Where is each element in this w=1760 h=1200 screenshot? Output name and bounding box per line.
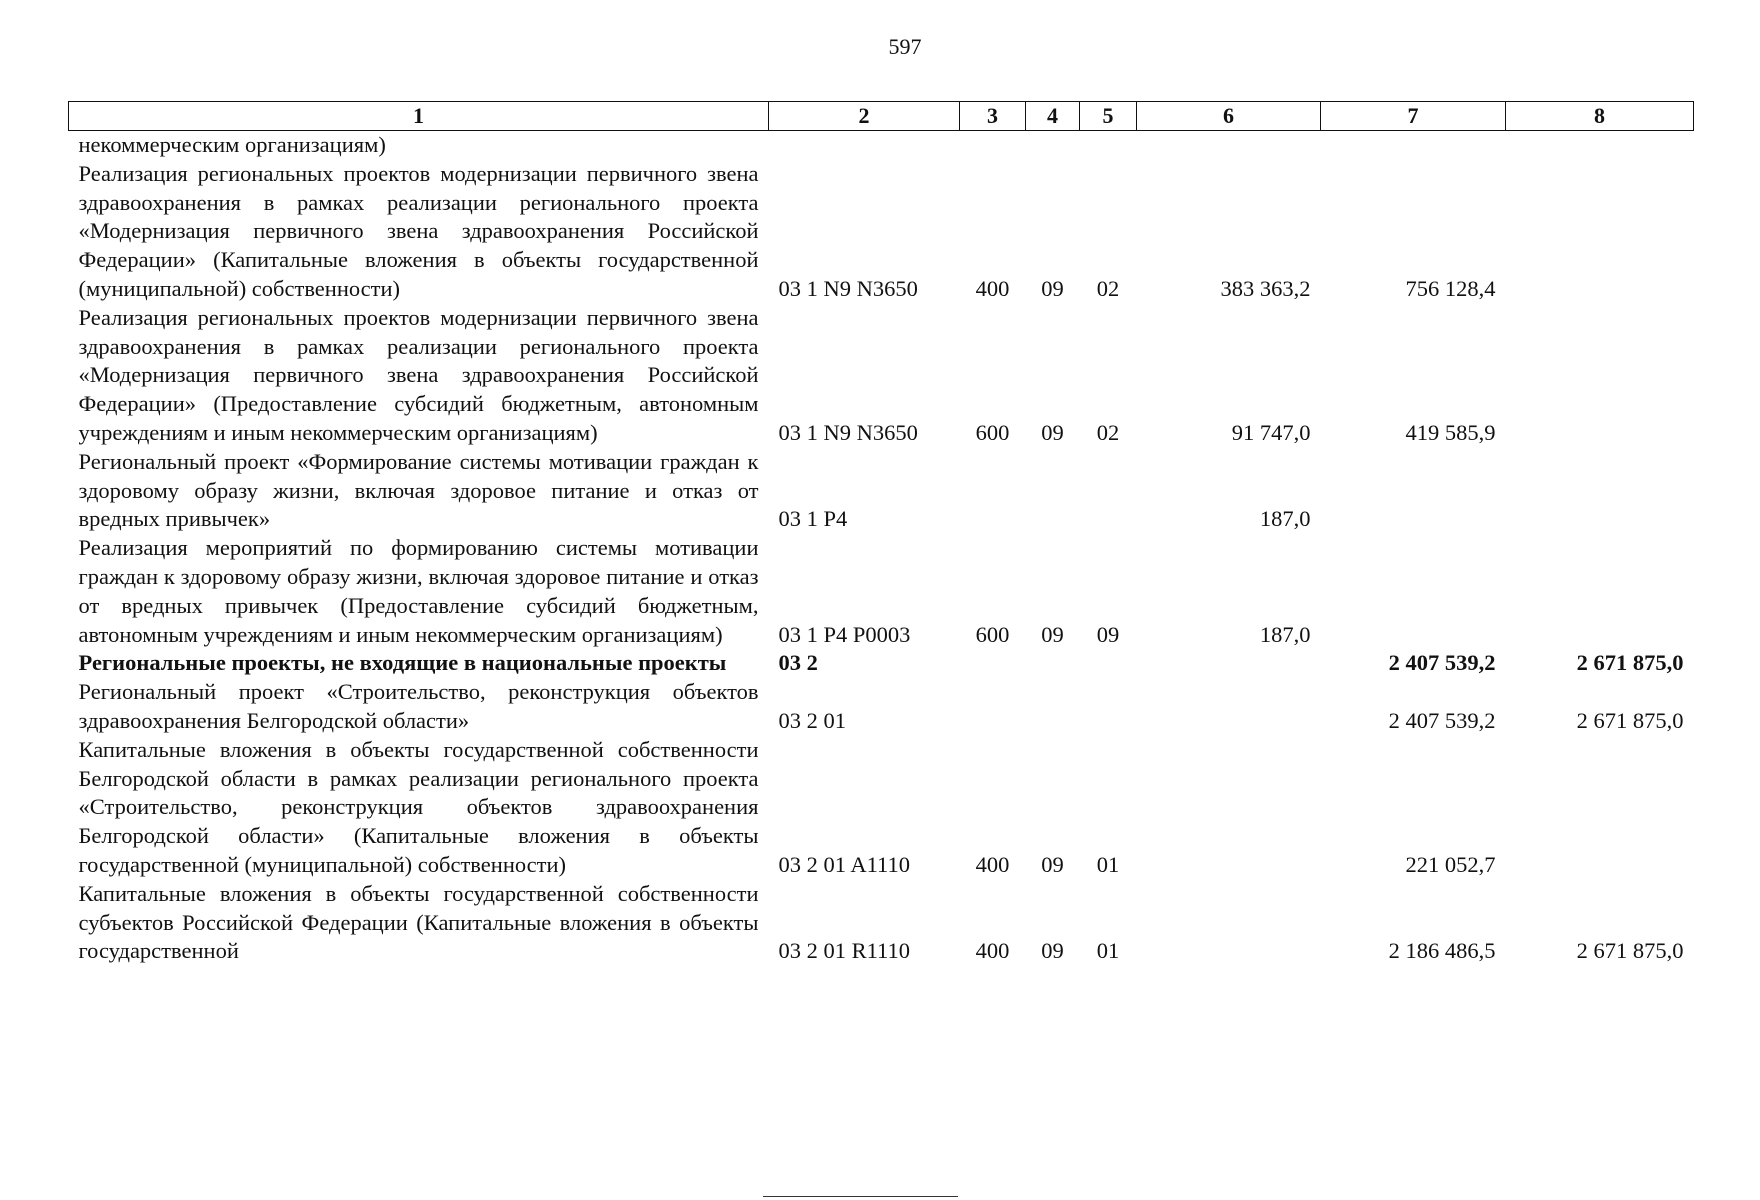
row-value-6 bbox=[1137, 678, 1321, 736]
row-rz: 09 bbox=[1041, 851, 1064, 877]
row-value-7: 221 052,7 bbox=[1405, 851, 1496, 877]
table-row bbox=[69, 304, 1694, 448]
row-rz bbox=[1026, 131, 1080, 160]
page-number: 597 bbox=[888, 34, 922, 59]
row-value-8 bbox=[1506, 304, 1694, 448]
row-value-7 bbox=[1321, 131, 1506, 160]
row-rz: 09 bbox=[1041, 275, 1064, 301]
row-vr: 400 bbox=[975, 275, 1010, 301]
table-row bbox=[69, 736, 1694, 880]
row-rz: 09 bbox=[1041, 938, 1064, 964]
row-vr bbox=[960, 678, 1026, 736]
row-value-8: 2 671 875,0 bbox=[1576, 938, 1684, 964]
row-pr: 01 bbox=[1096, 851, 1120, 877]
row-value-6 bbox=[1137, 649, 1321, 678]
row-pr bbox=[1080, 649, 1137, 678]
row-name: Реализация региональных проектов модернизации первичного звена здравоохранения в рамках реализации регионального проекта «Модернизация первичного звена здравоохранения Российской Федерации» (Капитальные вложения в объекты государственной (муниципальной) собственности) bbox=[78, 160, 759, 301]
column-header: 7 bbox=[1321, 102, 1506, 131]
row-value-6: 187,0 bbox=[1259, 621, 1311, 647]
row-value-7 bbox=[1321, 534, 1506, 649]
row-pr: 09 bbox=[1096, 621, 1120, 647]
row-pr bbox=[1080, 448, 1137, 534]
table-row bbox=[69, 448, 1694, 534]
column-header: 8 bbox=[1506, 102, 1694, 131]
row-value-7: 2 407 539,2 bbox=[1388, 650, 1496, 676]
table-row bbox=[69, 678, 1694, 736]
table-header-row bbox=[69, 102, 1694, 131]
row-vr bbox=[960, 649, 1026, 678]
row-value-8 bbox=[1506, 736, 1694, 880]
row-value-8 bbox=[1506, 160, 1694, 304]
row-value-6: 383 363,2 bbox=[1220, 275, 1311, 301]
row-name: Реализация региональных проектов модернизации первичного звена здравоохранения в рамках реализации регионального проекта «Модернизация первичного звена здравоохранения Российской Федерации» (Предоставление субсидий бюджетным, автономным учреждениям и иным некоммерческим организациям) bbox=[78, 304, 759, 445]
row-rz bbox=[1026, 448, 1080, 534]
row-code: 03 1 P4 P0003 bbox=[778, 621, 911, 647]
row-rz bbox=[1026, 678, 1080, 736]
row-pr bbox=[1080, 131, 1137, 160]
row-value-7: 419 585,9 bbox=[1405, 419, 1496, 445]
row-vr bbox=[960, 131, 1026, 160]
table-row bbox=[69, 160, 1694, 304]
column-header: 3 bbox=[960, 102, 1026, 131]
column-header: 1 bbox=[69, 102, 769, 131]
row-value-7: 2 407 539,2 bbox=[1388, 707, 1496, 733]
row-name: Реализация мероприятий по формированию системы мотивации граждан к здоровому образу жизни, включая здоровое питание и отказ от вредных привычек (Предоставление субсидий бюджетным, автономным учреждениям и иным некоммерческим организациям) bbox=[78, 535, 759, 647]
row-name: Региональный проект «Строительство, реконструкция объектов здравоохранения Белгородской области» bbox=[78, 679, 759, 733]
row-value-6: 91 747,0 bbox=[1231, 419, 1311, 445]
row-value-6 bbox=[1137, 736, 1321, 880]
row-vr bbox=[960, 448, 1026, 534]
row-value-8 bbox=[1506, 131, 1694, 160]
row-code: 03 1 N9 N3650 bbox=[778, 419, 918, 445]
row-vr: 600 bbox=[975, 419, 1010, 445]
row-name: Региональные проекты, не входящие в национальные проекты bbox=[78, 650, 727, 676]
row-value-6: 187,0 bbox=[1259, 506, 1311, 532]
row-rz: 09 bbox=[1041, 419, 1064, 445]
row-value-8: 2 671 875,0 bbox=[1576, 707, 1684, 733]
column-header: 6 bbox=[1137, 102, 1321, 131]
row-name: Капитальные вложения в объекты государственной собственности субъектов Российской Федерации (Капитальные вложения в объекты государственной bbox=[78, 880, 759, 964]
row-name: Капитальные вложения в объекты государственной собственности Белгородской области в рамках реализации регионального проекта «Строительство, реконструкция объектов здравоохранения Белгородской области» (Капитальные вложения в объекты государственной (муниципальной) собственности) bbox=[78, 736, 759, 877]
table-row bbox=[69, 649, 1694, 678]
row-rz: 09 bbox=[1041, 621, 1064, 647]
row-pr: 02 bbox=[1096, 275, 1120, 301]
budget-table bbox=[68, 101, 1694, 966]
row-pr: 02 bbox=[1096, 419, 1120, 445]
row-pr bbox=[1080, 678, 1137, 736]
row-vr: 400 bbox=[975, 851, 1010, 877]
column-header: 4 bbox=[1026, 102, 1080, 131]
row-name: некоммерческим организациям) bbox=[78, 132, 386, 157]
row-value-8 bbox=[1506, 534, 1694, 649]
row-code bbox=[769, 131, 960, 160]
table-body bbox=[69, 131, 1694, 967]
row-vr: 600 bbox=[975, 621, 1010, 647]
row-code: 03 2 bbox=[778, 650, 818, 676]
row-pr: 01 bbox=[1096, 938, 1120, 964]
row-code: 03 2 01 bbox=[778, 707, 846, 733]
column-header: 5 bbox=[1080, 102, 1137, 131]
row-vr: 400 bbox=[975, 938, 1010, 964]
row-name: Региональный проект «Формирование системы мотивации граждан к здоровому образу жизни, включая здоровое питание и отказ от вредных привычек» bbox=[78, 448, 759, 532]
row-code: 03 2 01 A1110 bbox=[778, 851, 910, 877]
row-value-7 bbox=[1321, 448, 1506, 534]
row-value-6 bbox=[1137, 880, 1321, 966]
table-row bbox=[69, 131, 1694, 160]
table-row bbox=[69, 880, 1694, 966]
column-header: 2 bbox=[769, 102, 960, 131]
footer-rule bbox=[763, 1196, 958, 1197]
row-value-8: 2 671 875,0 bbox=[1576, 650, 1684, 676]
row-code: 03 2 01 R1110 bbox=[778, 938, 910, 964]
row-code: 03 1 N9 N3650 bbox=[778, 275, 918, 301]
table-row bbox=[69, 534, 1694, 649]
row-value-7: 756 128,4 bbox=[1405, 275, 1496, 301]
row-value-7: 2 186 486,5 bbox=[1388, 938, 1496, 964]
row-value-6 bbox=[1137, 131, 1321, 160]
row-code: 03 1 P4 bbox=[778, 506, 848, 532]
row-value-8 bbox=[1506, 448, 1694, 534]
row-rz bbox=[1026, 649, 1080, 678]
